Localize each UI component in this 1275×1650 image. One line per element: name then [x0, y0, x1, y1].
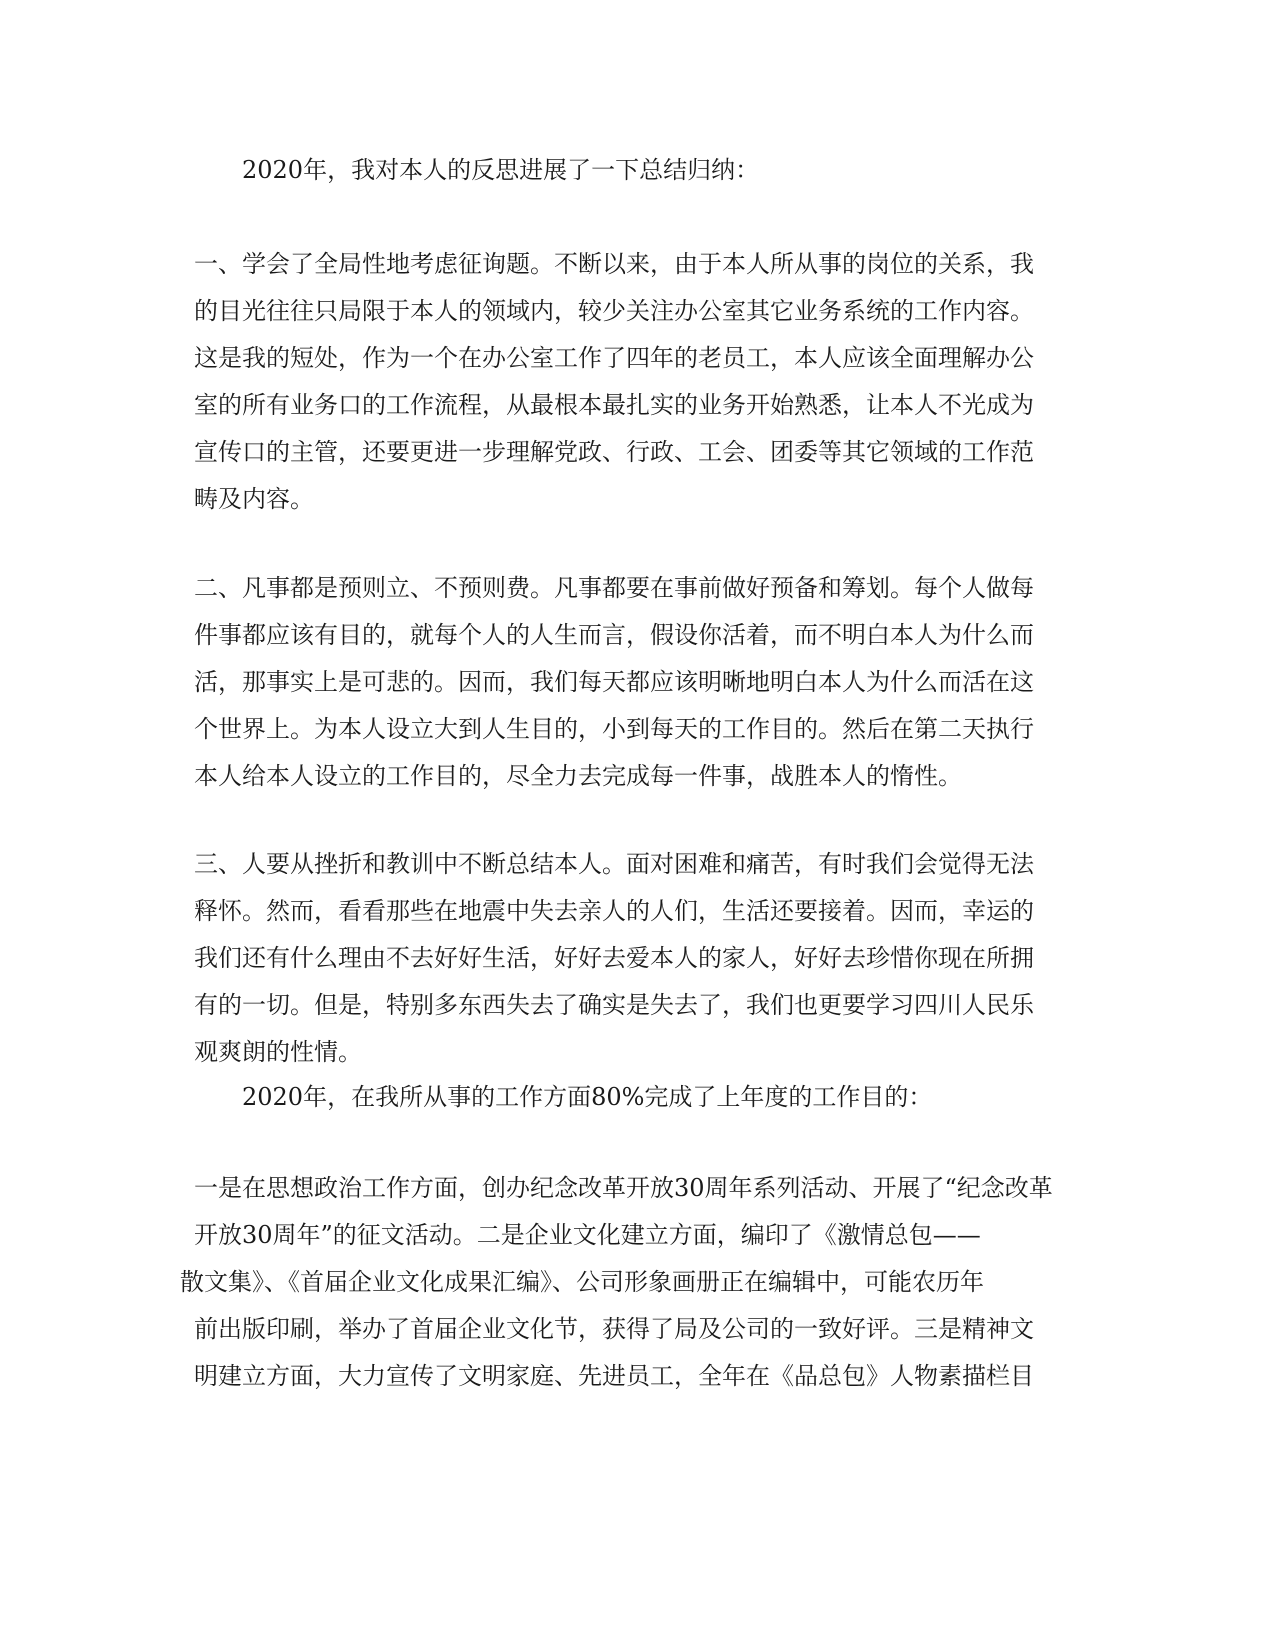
- section-3-line-3: 我们还有什么理由不去好好生活，好好去爱本人的家人，好好去珍惜你现在所拥: [194, 944, 1034, 972]
- section-4-line-3: 散文集》、《首届企业文化成果汇编》、公司形象画册正在编辑中，可能农历年: [180, 1268, 984, 1296]
- section-2-line-5: 本人给本人设立的工作目的，尽全力去完成每一件事，战胜本人的惰性。: [194, 762, 962, 790]
- section-4-line-1: 一是在思想政治工作方面，创办纪念改革开放30周年系列活动、开展了“纪念改革: [194, 1174, 1053, 1202]
- section-3-line-1: 三、人要从挫折和教训中不断总结本人。面对困难和痛苦，有时我们会觉得无法: [194, 850, 1034, 878]
- section-3-line-4: 有的一切。但是，特别多东西失去了确实是失去了，我们也更要学习四川人民乐: [194, 991, 1034, 1019]
- section-1-line-3: 这是我的短处，作为一个在办公室工作了四年的老员工，本人应该全面理解办公: [194, 344, 1034, 372]
- section-1-line-2: 的目光往往只局限于本人的领域内，较少关注办公室其它业务系统的工作内容。: [194, 297, 1034, 325]
- section-3-line-5: 观爽朗的性情。: [194, 1038, 362, 1066]
- section-4-line-4: 前出版印刷，举办了首届企业文化节，获得了局及公司的一致好评。三是精神文: [194, 1315, 1034, 1343]
- work-intro-paragraph: 2020年，在我所从事的工作方面80%完成了上年度的工作目的：: [242, 1083, 933, 1111]
- section-2-line-1: 二、凡事都是预则立、不预则费。凡事都要在事前做好预备和筹划。每个人做每: [194, 574, 1034, 602]
- intro-paragraph: 2020年，我对本人的反思进展了一下总结归纳：: [242, 156, 760, 184]
- section-1-line-1: 一、学会了全局性地考虑征询题。不断以来，由于本人所从事的岗位的关系，我: [194, 250, 1034, 278]
- section-2-line-4: 个世界上。为本人设立大到人生目的，小到每天的工作目的。然后在第二天执行: [194, 715, 1034, 743]
- section-3-line-2: 释怀。然而，看看那些在地震中失去亲人的人们，生活还要接着。因而，幸运的: [194, 897, 1034, 925]
- section-1-line-6: 畴及内容。: [194, 485, 314, 513]
- section-4-line-2: 开放30周年”的征文活动。二是企业文化建立方面，编印了《激情总包——: [194, 1221, 981, 1249]
- section-1-line-4: 室的所有业务口的工作流程，从最根本最扎实的业务开始熟悉，让本人不光成为: [194, 391, 1034, 419]
- section-2-line-2: 件事都应该有目的，就每个人的人生而言，假设你活着，而不明白本人为什么而: [194, 621, 1034, 649]
- section-2-line-3: 活，那事实上是可悲的。因而，我们每天都应该明晰地明白本人为什么而活在这: [194, 668, 1034, 696]
- section-1-line-5: 宣传口的主管，还要更进一步理解党政、行政、工会、团委等其它领域的工作范: [194, 438, 1034, 466]
- section-4-line-5: 明建立方面，大力宣传了文明家庭、先进员工，全年在《品总包》人物素描栏目: [194, 1362, 1034, 1390]
